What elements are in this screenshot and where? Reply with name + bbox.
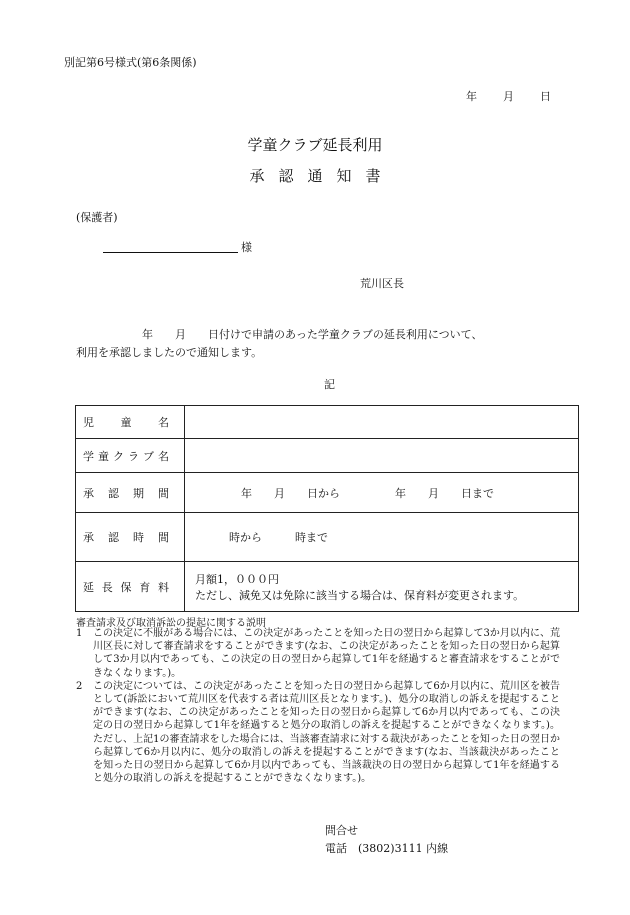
list-item [76, 627, 560, 680]
note-text: この決定については、この決定があったことを知った日の翌日から起算して6か月以内に、荒川区を被告として(訴訟において荒川区を代表する者は荒川区長となります。)、処分の取消しの訴えを提起することができます(なお、この決定があったことを知った日の翌日から起算して6か月以内であっても、この決定の日の翌日から起算して1年を経過すると処分の取消しの訴えを提起することができなくなります。)。ただし、上記1の審査請求をした場合には、当該審査請求に対する裁決があったことを知った日の翌日から起算して6か月以内に、処分の取消しの訴えを提起することができます(なお、当該裁決があったことを知った日の翌日から起算して6か月以内であっても、当該裁決の日の翌日から起算して1年を経過すると処分の取消しの訴えを提起することができなくなります。)。 [93, 680, 560, 785]
field-extension-fee [185, 562, 579, 612]
field-approval-time: 時から 時まで [185, 513, 579, 562]
date-day-label: 日 [540, 90, 551, 103]
row-label-approval-time: 承 認 時 間 [76, 513, 185, 562]
contact-phone: 電話 (3802)3111 内線 [325, 842, 449, 855]
row-label-approval-period: 承 認 期 間 [76, 473, 185, 513]
guardian-label: (保護者) [76, 211, 118, 224]
date-month-label: 月 [503, 90, 514, 103]
field-child-name [185, 406, 579, 439]
contact-label: 問合せ [325, 824, 358, 837]
note-number: 1 [76, 628, 83, 639]
ki-heading: 記 [324, 378, 335, 391]
table-row [76, 439, 579, 473]
table-row [76, 473, 579, 513]
fee-note: ただし、減免又は免除に該当する場合は、保育料が変更されます。 [195, 588, 525, 602]
row-label-extension-fee: 延 長 保 育 料 [76, 562, 185, 612]
row-label-club-name: 学 童 ク ラ ブ 名 [76, 439, 185, 473]
addressee-name-line [103, 252, 238, 253]
body-text-line1: 年 月 日付けで申請のあった学童クラブの延長利用について、 [142, 328, 483, 341]
note-text: この決定に不服がある場合には、この決定があったことを知った日の翌日から起算して3か月以内に、荒川区長に対して審査請求をすることができます(なお、この決定があったことを知った日の翌日から起算して3か月以内であっても、この決定の日の翌日から起算して1年を経過すると審査請求をすることができなくなります。)。 [93, 628, 560, 679]
appeal-notes [76, 627, 560, 785]
addressee-suffix: 様 [241, 241, 252, 254]
body-text-line2: 利用を承認しましたので通知します。 [76, 346, 263, 359]
document-title-line1: 学童クラブ延長利用 [247, 136, 383, 154]
table-row [76, 406, 579, 439]
date-year-label: 年 [466, 90, 477, 103]
field-club-name [185, 439, 579, 473]
table-row [76, 562, 579, 612]
form-number: 別記第6号様式(第6条関係) [64, 56, 197, 69]
issue-date [466, 88, 551, 104]
note-number: 2 [76, 680, 83, 692]
list-item [76, 680, 560, 786]
table-row [76, 513, 579, 562]
fee-amount: 月額1，０００円 [195, 572, 279, 586]
document-title-line2: 承認通知書 [249, 167, 395, 185]
row-label-child-name: 児 童 名 [76, 406, 185, 439]
approval-details-table [75, 405, 579, 612]
appeal-notes-title: 審査請求及び取消訴訟の提起に関する説明 [76, 618, 266, 629]
field-approval-period: 年 月 日から 年 月 日まで [185, 473, 579, 513]
issuer-name: 荒川区長 [360, 277, 404, 290]
